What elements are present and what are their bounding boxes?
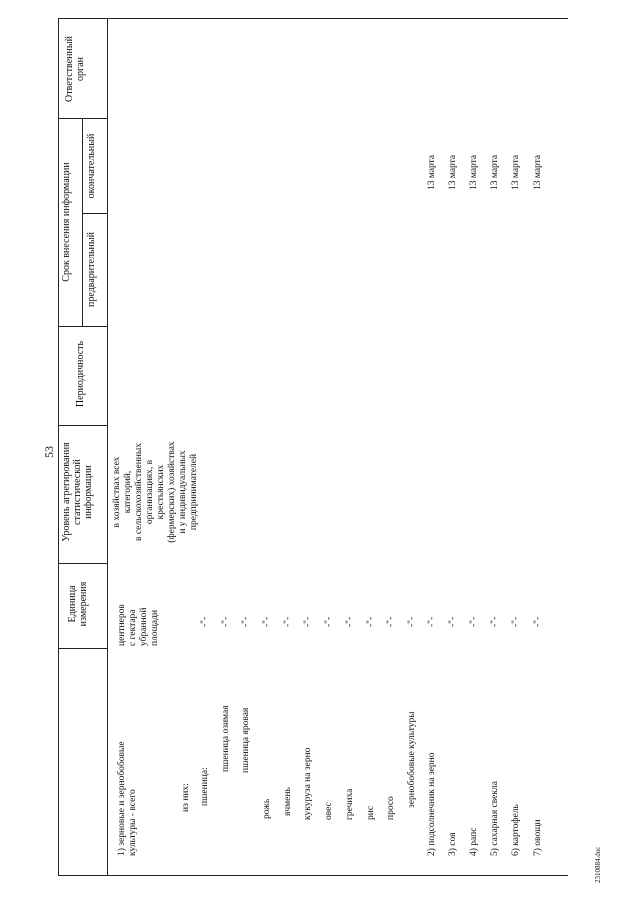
row-unit: -"- — [303, 616, 313, 627]
row-name: зернобобовые культуры — [407, 711, 417, 808]
header-deadline: Срок внесения информации — [61, 162, 72, 282]
row-name: рис — [366, 805, 376, 820]
row-unit: -"- — [427, 616, 437, 627]
row-final-date: 13 марта — [490, 154, 500, 190]
header-final: окончательный — [86, 133, 97, 199]
row-unit: -"- — [221, 616, 231, 627]
row-unit: -"- — [324, 616, 334, 627]
row-name: 3) соя — [448, 832, 458, 856]
row-final-date: 13 марта — [469, 154, 479, 190]
row-unit: -"- — [511, 616, 521, 627]
row-name: 2) подсолнечник на зерно — [427, 752, 437, 856]
row-unit-first: центнеров с гектара убранной площади — [117, 604, 160, 646]
footer-file-code: 2310884.doc — [594, 846, 602, 883]
row-name: гречиха — [345, 788, 355, 820]
row-name: 5) сахарная свекла — [490, 781, 500, 856]
row-final-date: 13 марта — [533, 154, 543, 190]
row-name: 6) картофель — [511, 804, 521, 856]
header-preliminary: предварительный — [86, 232, 97, 307]
header-aggregation: Уровень агрегирования статистической информации — [61, 442, 94, 542]
table-bottom-border — [58, 875, 568, 876]
row-unit: -"- — [490, 616, 500, 627]
row-unit: -"- — [345, 616, 355, 627]
row-final-date: 13 марта — [448, 154, 458, 190]
row-name: овес — [324, 802, 334, 820]
row-unit: -"- — [262, 616, 272, 627]
table-top-border — [58, 18, 568, 19]
header-responsible: Ответственный орган — [64, 36, 86, 102]
row-unit: -"- — [366, 616, 376, 627]
row-unit: -"- — [200, 616, 210, 627]
row-final-date: 13 марта — [427, 154, 437, 190]
header-divider — [107, 18, 108, 876]
row-unit: -"- — [533, 616, 543, 627]
row-unit: -"- — [407, 616, 417, 627]
row-name: пшеница яровая — [241, 707, 251, 773]
row-unit: -"- — [283, 616, 293, 627]
row-name: ячмень — [283, 787, 293, 816]
row-name: кукуруза на зерно — [303, 747, 313, 820]
row-unit: -"- — [241, 616, 251, 627]
row-name: пшеница озимая — [221, 705, 231, 772]
col-sep-prelim-final — [82, 213, 108, 214]
row-unit: -"- — [469, 616, 479, 627]
row-name: просо — [386, 796, 396, 820]
page-number: 53 — [42, 446, 56, 458]
table-left-border — [58, 18, 59, 876]
col-sep-name — [58, 648, 108, 649]
header-periodicity: Периодичность — [75, 340, 86, 408]
row-name: пшеница: — [200, 767, 210, 806]
row-final-date: 13 марта — [511, 154, 521, 190]
row-name: 7) овощи — [533, 819, 543, 856]
deadline-subheader-line — [82, 118, 83, 326]
row-name: 1) зерновые и зернобобовые культуры - всего — [117, 741, 138, 856]
row-name: 4) рапс — [469, 827, 479, 856]
row-name: из них: — [181, 783, 191, 812]
aggregation-text: в хозяйствах всех категорий, в сельскохозяйственных организациях, в крестьянских (фермерских) хозяйствах и у индивидуальных предпринимателей — [112, 441, 199, 543]
row-unit: -"- — [448, 616, 458, 627]
col-sep-responsible — [58, 118, 108, 119]
row-unit: -"- — [386, 616, 396, 627]
header-unit: Единица измерения — [67, 581, 89, 627]
row-name: рожь — [262, 798, 272, 819]
